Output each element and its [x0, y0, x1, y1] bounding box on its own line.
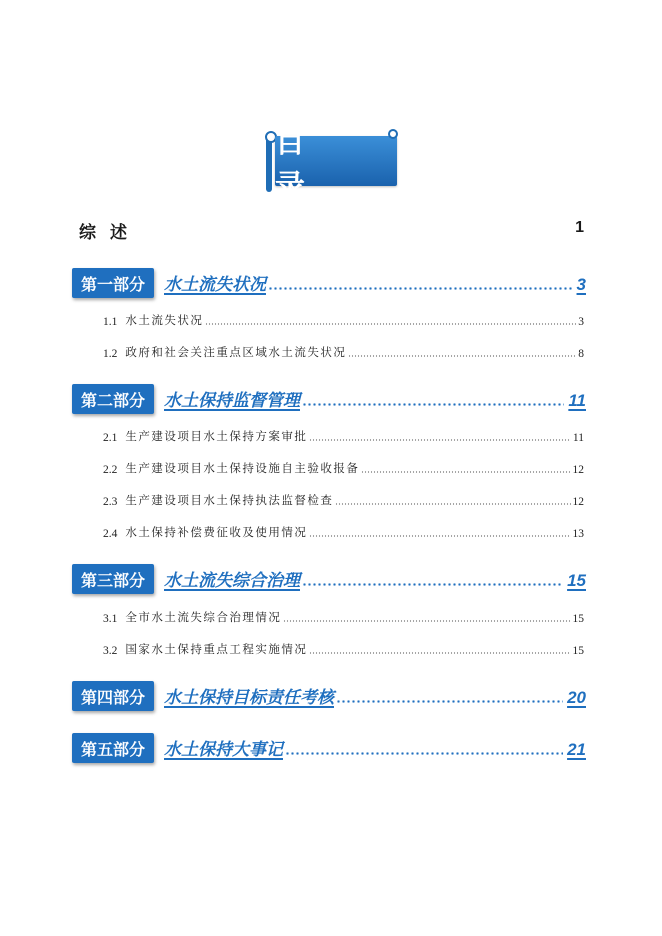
part-title: 水土流失综合治理 [164, 571, 300, 591]
part-title-line[interactable] [164, 736, 586, 760]
item-number: 3.1 [103, 613, 118, 625]
toc-part-3[interactable] [72, 564, 586, 594]
toc-item-2-3[interactable] [103, 492, 584, 508]
item-title: 生产建设项目水土保持执法监督检查 [125, 493, 334, 507]
item-number: 1.2 [103, 348, 118, 360]
toc-part-2[interactable] [72, 384, 586, 414]
part-title-line[interactable] [164, 684, 586, 708]
title-flag [275, 125, 397, 204]
toc-part-4[interactable] [72, 681, 586, 711]
item-page: 12 [572, 464, 584, 476]
dot-leader [302, 583, 563, 586]
item-title: 全市水土流失综合治理情况 [125, 610, 282, 624]
toc-item-1-1[interactable] [103, 312, 584, 328]
dot-leader [361, 471, 570, 473]
part-badge: 第一部分 [72, 268, 154, 298]
dot-leader [283, 620, 570, 622]
item-page: 8 [578, 348, 584, 360]
part-page: 15 [567, 571, 586, 590]
item-title: 国家水土保持重点工程实施情况 [125, 642, 308, 656]
item-title: 水土流失状况 [125, 313, 204, 327]
item-page: 13 [572, 528, 584, 540]
part-badge: 第四部分 [72, 681, 154, 711]
toc-item-1-2[interactable] [103, 344, 584, 360]
title-banner [266, 125, 400, 204]
toc-item-2-2[interactable] [103, 460, 584, 476]
dot-leader [335, 503, 570, 505]
item-title: 生产建设项目水土保持设施自主验收报备 [125, 461, 360, 475]
toc-part-5[interactable] [72, 733, 586, 763]
overview-page: 1 [575, 219, 584, 236]
item-page: 15 [572, 645, 584, 657]
page-title: 目 录 [275, 125, 333, 204]
overview-label: 综述 [79, 223, 141, 243]
dot-leader [205, 323, 576, 325]
dot-leader [348, 355, 576, 357]
scroll-curl-right [388, 129, 398, 139]
part-title: 水土保持大事记 [164, 740, 283, 760]
part-page: 11 [568, 391, 586, 410]
item-number: 2.3 [103, 496, 118, 508]
dot-leader [309, 652, 570, 654]
part-title-line[interactable] [164, 567, 586, 591]
toc-item-2-4[interactable] [103, 524, 584, 540]
item-number: 2.2 [103, 464, 118, 476]
part-badge: 第三部分 [72, 564, 154, 594]
toc-item-2-1[interactable] [103, 428, 584, 444]
item-page: 3 [578, 316, 584, 328]
toc-item-3-2[interactable] [103, 641, 584, 657]
part-title: 水土流失状况 [164, 275, 266, 295]
part-badge: 第五部分 [72, 733, 154, 763]
part-title: 水土保持目标责任考核 [164, 688, 334, 708]
item-number: 2.4 [103, 528, 118, 540]
item-title: 生产建设项目水土保持方案审批 [125, 429, 308, 443]
item-title: 政府和社会关注重点区域水土流失状况 [125, 345, 347, 359]
part-title-line[interactable] [164, 387, 586, 411]
item-title: 水土保持补偿费征收及使用情况 [125, 525, 308, 539]
item-number: 3.2 [103, 645, 118, 657]
item-page: 15 [572, 613, 584, 625]
part-page: 20 [567, 688, 586, 707]
part-title: 水土保持监督管理 [164, 391, 300, 411]
part-title-line[interactable] [164, 271, 586, 295]
dot-leader [309, 535, 570, 537]
toc-overview-row[interactable] [79, 218, 584, 244]
part-badge: 第二部分 [72, 384, 154, 414]
part-page: 21 [567, 740, 586, 759]
item-number: 1.1 [103, 316, 118, 328]
dot-leader [302, 403, 564, 406]
item-page: 11 [572, 432, 584, 444]
part-page: 3 [576, 275, 586, 294]
item-page: 12 [572, 496, 584, 508]
dot-leader [285, 752, 563, 755]
toc-part-1[interactable] [72, 268, 586, 298]
dot-leader [309, 439, 571, 441]
dot-leader [268, 287, 573, 290]
toc-item-3-1[interactable] [103, 609, 584, 625]
dot-leader [336, 700, 563, 703]
item-number: 2.1 [103, 432, 118, 444]
